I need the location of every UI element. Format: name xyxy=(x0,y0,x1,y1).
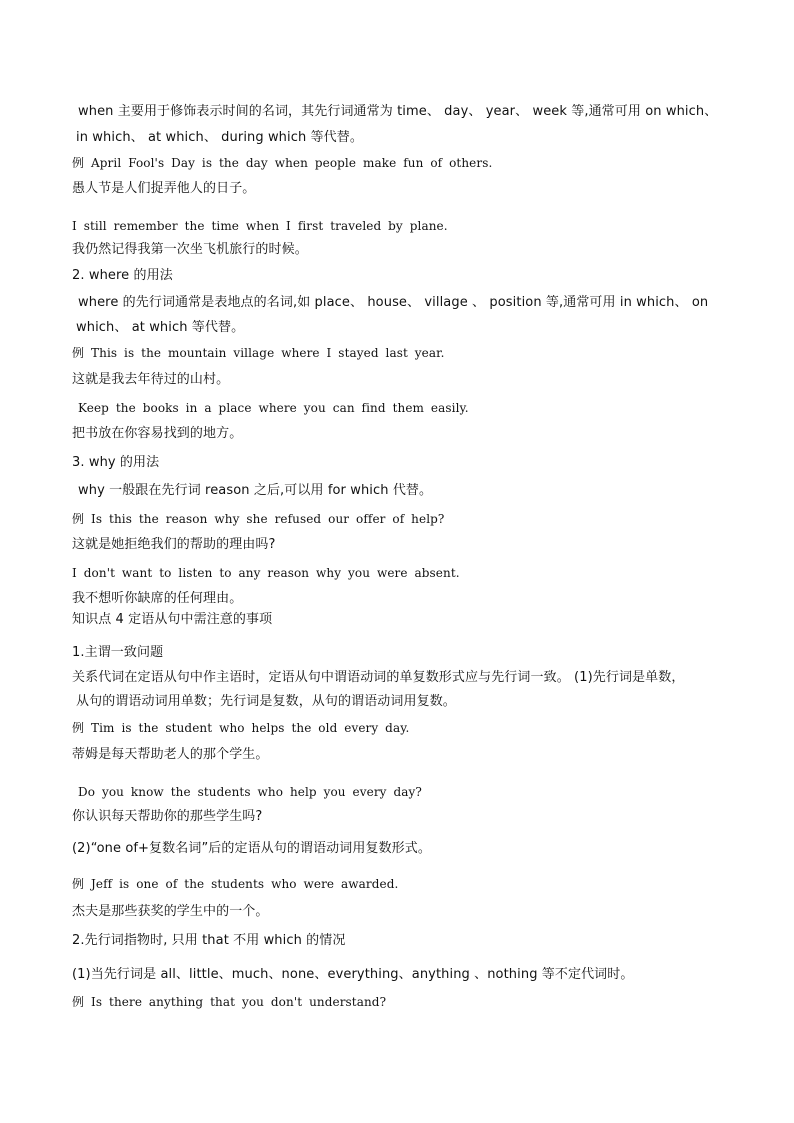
example-reason-refused: 例 Is this the reason why she refused our offer of help? xyxy=(72,512,445,526)
heading-where-usage: 2. where 的用法 xyxy=(72,268,173,283)
translation-remember-time: 我仍然记得我第一次坐飞机旅行的时候。 xyxy=(72,242,308,257)
example-anything-understand: 例 Is there anything that you don't understand? xyxy=(72,995,387,1009)
heading-why-usage: 3. why 的用法 xyxy=(72,455,160,470)
example-know-students: Do you know the students who help you every day? xyxy=(78,785,422,799)
section-heading-knowledge-point-4: 知识点 4 定语从句中需注意的事项 xyxy=(72,612,273,627)
example-april-fools: 例 April Fool's Day is the day when people make fun of others. xyxy=(72,156,493,170)
translation-keep-books: 把书放在你容易找到的地方。 xyxy=(72,426,243,441)
example-keep-books: Keep the books in a place where you can find them easily. xyxy=(78,401,469,415)
translation-mountain-village: 这就是我去年待过的山村。 xyxy=(72,372,230,387)
example-reason-absent: I don't want to listen to any reason why you were absent. xyxy=(72,566,460,580)
where-usage-text-line-2: which、 at which 等代替。 xyxy=(76,320,245,335)
example-jeff-awarded: 例 Jeff is one of the students who were awarded. xyxy=(72,877,399,891)
translation-reason-absent: 我不想听你缺席的任何理由。 xyxy=(72,591,243,606)
rule-one-of-plural: (2)“one of+复数名词”后的定语从句的谓语动词用复数形式。 xyxy=(72,841,431,856)
where-usage-text-line-1: where 的先行词通常是表地点的名词,如 place、 house、 village 、 position 等,通常可用 in which、 on xyxy=(78,295,709,310)
example-tim-student: 例 Tim is the student who helps the old every day. xyxy=(72,721,410,735)
translation-jeff-awarded: 杰夫是那些获奖的学生中的一个。 xyxy=(72,904,269,919)
example-remember-time: I still remember the time when I first traveled by plane. xyxy=(72,219,448,233)
translation-april-fools: 愚人节是人们捉弄他人的日子。 xyxy=(72,181,256,196)
why-usage-text: why 一般跟在先行词 reason 之后,可以用 for which 代替。 xyxy=(78,483,433,498)
heading-subject-verb-agreement: 1.主谓一致问题 xyxy=(72,645,164,660)
translation-reason-refused: 这就是她拒绝我们的帮助的理由吗? xyxy=(72,537,276,552)
heading-that-not-which: 2.先行词指物时, 只用 that 不用 which 的情况 xyxy=(72,933,346,948)
translation-tim-student: 蒂姆是每天帮助老人的那个学生。 xyxy=(72,747,269,762)
agreement-rule-line-2: 从句的谓语动词用单数；先行词是复数，从句的谓语动词用复数。 xyxy=(76,694,456,709)
when-usage-text-line-1: when 主要用于修饰表示时间的名词，其先行词通常为 time、 day、 year、 week 等,通常可用 on which、 xyxy=(78,104,718,119)
translation-know-students: 你认识每天帮助你的那些学生吗? xyxy=(72,809,263,824)
when-usage-text-line-2: in which、 at which、 during which 等代替。 xyxy=(76,130,363,145)
agreement-rule-line-1: 关系代词在定语从句中作主语时，定语从句中谓语动词的单复数形式应与先行词一致。 (1)先行词是单数， xyxy=(72,670,685,685)
rule-indefinite-pronouns: (1)当先行词是 all、little、much、none、everything、anything 、nothing 等不定代词时。 xyxy=(72,967,634,982)
example-mountain-village: 例 This is the mountain village where I stayed last year. xyxy=(72,346,445,360)
